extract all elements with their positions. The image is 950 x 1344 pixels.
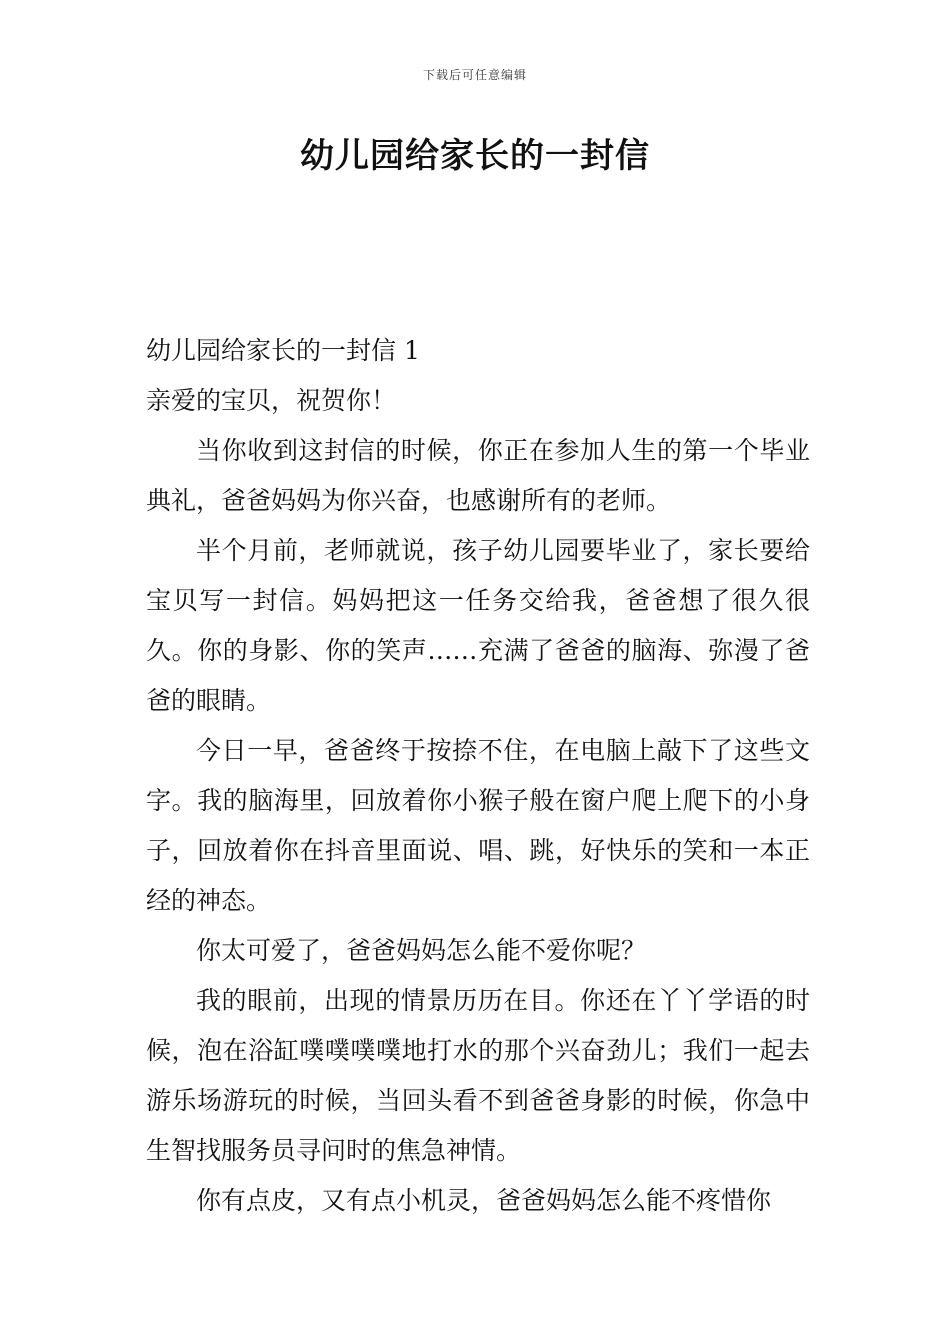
section-heading: 幼儿园给家长的一封信 1 (146, 336, 420, 365)
paragraph: 半个月前，老师就说，孩子幼儿园要毕业了，家长要给宝贝写一封信。妈妈把这一任务交给我，爸爸想了很久很久。你的身影、你的笑声……充满了爸爸的脑海、弥漫了爸爸的眼睛。 (146, 536, 810, 715)
paragraph: 你有点皮，又有点小机灵，爸爸妈妈怎么能不疼惜你 (196, 1186, 772, 1215)
header-note: 下载后可任意编辑 (422, 68, 527, 82)
paragraph: 你太可爱了，爸爸妈妈怎么能不爱你呢？ (196, 936, 647, 965)
paragraph: 我的眼前，出现的情景历历在目。你还在丫丫学语的时候，泡在浴缸噗噗噗噗地打水的那个兴奋劲儿；我们一起去游乐场游玩的时候，当回头看不到爸爸身影的时候，你急中生智找服务员寻问时的焦急神情。 (146, 986, 810, 1165)
document-body (146, 326, 810, 1226)
paragraph: 今日一早，爸爸终于按捺不住，在电脑上敲下了这些文字。我的脑海里，回放着你小猴子般在窗户爬上爬下的小身子，回放着你在抖音里面说、唱、跳，好快乐的笑和一本正经的神态。 (146, 736, 810, 915)
paragraph: 当你收到这封信的时候，你正在参加人生的第一个毕业典礼，爸爸妈妈为你兴奋，也感谢所有的老师。 (146, 436, 810, 515)
greeting: 亲爱的宝贝，祝贺你！ (146, 386, 397, 415)
page-title: 幼儿园给家长的一封信 (300, 136, 650, 176)
